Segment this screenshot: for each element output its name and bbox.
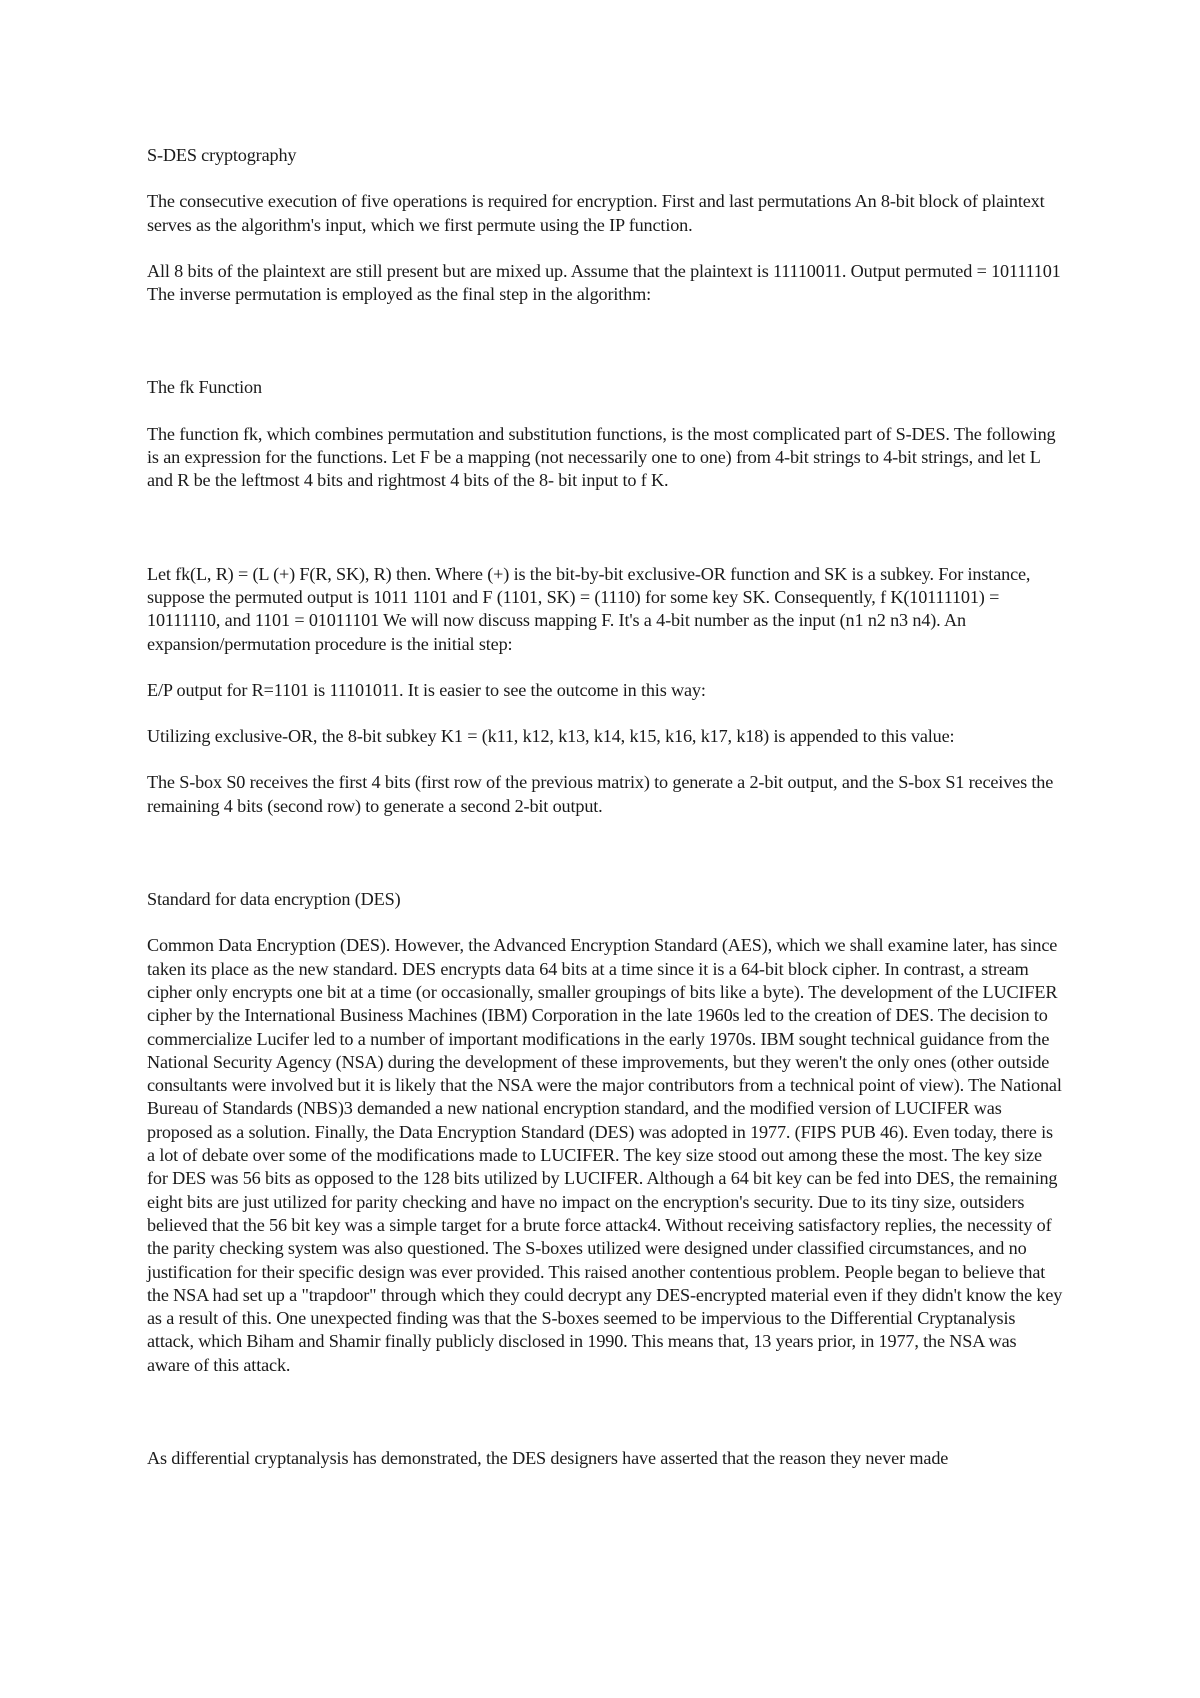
paragraph: All 8 bits of the plaintext are still present but are mixed up. Assume that the plaintext is 11110011. Output permuted = 10111101 The inverse permutation is employed as the final step in the algorithm: [147,260,1061,305]
paragraph: The function fk, which combines permutation and substitution functions, is the most complicated part of S-DES. The following is an expression for the functions. Let F be a mapping (not necessarily one to one) from 4-bit strings to 4-bit strings, and let L and R be the leftmost 4 bits and rightmost 4 bits of the 8- bit input to f K. [147,423,1056,491]
paragraph: Let fk(L, R) = (L (+) F(R, SK), R) then. Where (+) is the bit-by-bit exclusive-OR function and SK is a subkey. For instance, suppose the permuted output is 1011 1101 and F (1101, SK) = (1110) for some key SK. Consequently, f K(10111101) = 10111110, and 1101 = 01011101 We will now discuss mapping F. It's a 4-bit number as the input (n1 n2 n3 n4). An expansion/permutation procedure is the initial step: [147,563,1031,654]
paragraph: Common Data Encryption (DES). However, the Advanced Encryption Standard (AES), which we shall examine later, has since taken its place as the new standard. DES encrypts data 64 bits at a time since it is a 64-bit block cipher. In contrast, a stream cipher only encrypts one bit at a time (or occasionally, smaller groupings of bits like a byte). The development of the LUCIFER cipher by the International Business Machines (IBM) Corporation in the late 1960s led to the creation of DES. The decision to commercialize Lucifer led to a number of important modifications in the early 1970s. IBM sought technical guidance from the National Security Agency (NSA) during the development of these improvements, but they weren't the only ones (other outside consultants were involved but it is likely that the NSA were the major contributors from a technical point of view). The National Bureau of Standards (NBS)3 demanded a new national encryption standard, and the modified version of LUCIFER was proposed as a solution. Finally, the Data Encryption Standard (DES) was adopted in 1977. (FIPS PUB 46). Even today, there is a lot of debate over some of the modifications made to LUCIFER. The key size stood out among these the most. The key size for DES was 56 bits as opposed to the 128 bits utilized by LUCIFER. Although a 64 bit key can be fed into DES, the remaining eight bits are just utilized for parity checking and have no impact on the encryption's security. Due to its tiny size, outsiders believed that the 56 bit key was a simple target for a brute force attack4. Without receiving satisfactory replies, the necessity of the parity checking system was also questioned. The S-boxes utilized were designed under classified circumstances, and no justification for their specific design was ever provided. This raised another contentious problem. People began to believe that the NSA had set up a "trapdoor" through which they could decrypt any DES-encrypted material even if they didn't know the key as a result of this. One unexpected finding was that the S-boxes seemed to be impervious to the Differential Cryptanalysis attack, which Biham and Shamir finally publicly disclosed in 1990. This means that, 13 years prior, in 1977, the NSA was aware of this attack. [147,935,1063,1375]
section-heading-des: Standard for data encryption (DES) [147,889,401,910]
paragraph: Utilizing exclusive-OR, the 8-bit subkey K1 = (k11, k12, k13, k14, k15, k16, k17, k18) is appended to this value: [147,726,955,747]
section-heading-sdes: S-DES cryptography [147,145,297,165]
document-page [147,144,1063,1470]
paragraph: E/P output for R=1101 is 11101011. It is easier to see the outcome in this way: [147,679,706,700]
section-heading-fk-function: The fk Function [147,377,262,398]
paragraph: The S-box S0 receives the first 4 bits (first row of the previous matrix) to generate a 2-bit output, and the S-box S1 receives the remaining 4 bits (second row) to generate a second 2-bit output. [147,772,1054,816]
paragraph: The consecutive execution of five operations is required for encryption. First and last permutations An 8-bit block of plaintext serves as the algorithm's input, which we first permute using the IP function. [147,191,1045,235]
paragraph: As differential cryptanalysis has demonstrated, the DES designers have asserted that the reason they never made [147,1447,949,1468]
